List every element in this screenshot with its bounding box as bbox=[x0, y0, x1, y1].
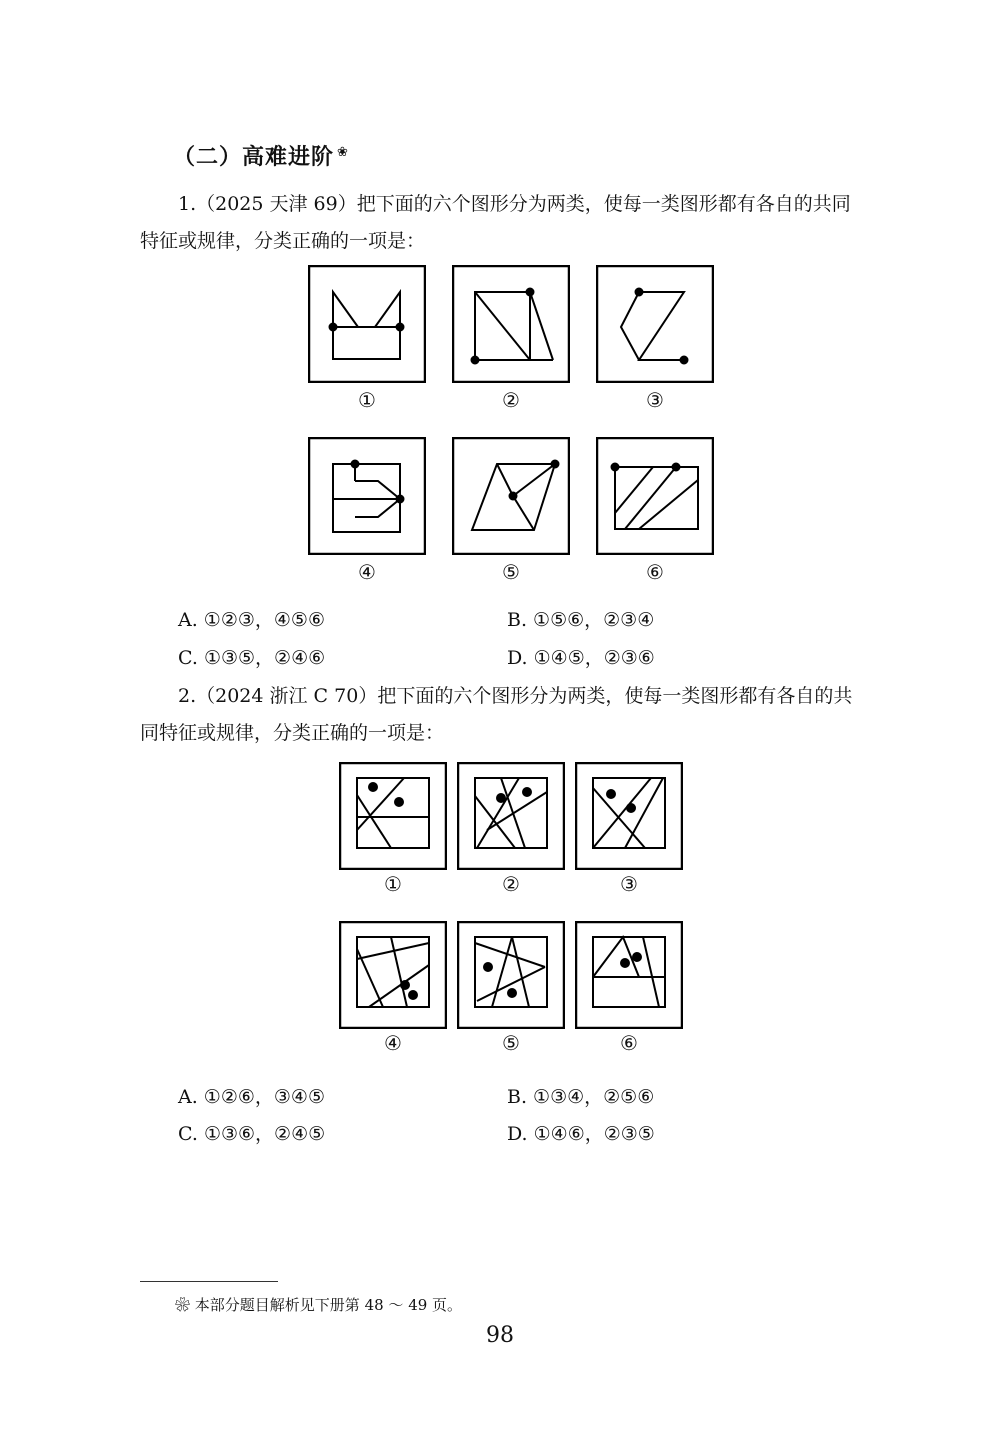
footnote-mark-icon: ❀ bbox=[337, 144, 349, 160]
q2-figure-6 bbox=[575, 921, 683, 1029]
q1-figure-4 bbox=[308, 437, 426, 555]
q1-figure-1 bbox=[308, 265, 426, 383]
footnote-divider bbox=[140, 1281, 278, 1282]
q1-figure-4-label: ④ bbox=[358, 560, 376, 584]
q2-figure-6-label: ⑥ bbox=[620, 1031, 638, 1055]
q1-option-a[interactable]: A. ①②③，④⑤⑥ bbox=[178, 609, 325, 631]
q2-option-a[interactable]: A. ①②⑥，③④⑤ bbox=[178, 1086, 325, 1108]
q2-figure-4 bbox=[339, 921, 447, 1029]
q2-figure-5-label: ⑤ bbox=[502, 1031, 520, 1055]
q1-figure-2-label: ② bbox=[502, 388, 520, 412]
q1-figure-6-label: ⑥ bbox=[646, 560, 664, 584]
q1-figure-1-label: ① bbox=[358, 388, 376, 412]
q2-figure-1 bbox=[339, 762, 447, 870]
q2-figure-4-label: ④ bbox=[384, 1031, 402, 1055]
q1-figure-3-label: ③ bbox=[646, 388, 664, 412]
section-title: （二）高难进阶 ❀ bbox=[173, 144, 349, 170]
q2-figure-5 bbox=[457, 921, 565, 1029]
q2-option-b[interactable]: B. ①③④，②⑤⑥ bbox=[507, 1086, 655, 1108]
q2-option-d[interactable]: D. ①④⑥，②③⑤ bbox=[507, 1123, 655, 1145]
footnote: ❀ 本部分题目解析见下册第 48 ～ 49 页。 bbox=[175, 1296, 463, 1314]
question-2-text: 2.（2024 浙江 C 70）把下面的六个图形分为两类，使每一类图形都有各自的共 同特征或规律，分类正确的一项是： bbox=[140, 685, 853, 744]
q1-figure-5 bbox=[452, 437, 570, 555]
q1-figure-2 bbox=[452, 265, 570, 383]
footnote-mark-icon: ❀ bbox=[175, 1296, 191, 1314]
q2-figure-2 bbox=[457, 762, 565, 870]
q2-figure-2-label: ② bbox=[502, 872, 520, 896]
q2-figure-3 bbox=[575, 762, 683, 870]
q1-figure-6 bbox=[596, 437, 714, 555]
q2-option-c[interactable]: C. ①③⑥，②④⑤ bbox=[178, 1123, 326, 1145]
q1-figure-5-label: ⑤ bbox=[502, 560, 520, 584]
q1-option-c[interactable]: C. ①③⑤，②④⑥ bbox=[178, 647, 326, 669]
q2-figure-1-label: ① bbox=[384, 872, 402, 896]
q1-option-b[interactable]: B. ①⑤⑥，②③④ bbox=[507, 609, 655, 631]
page-number: 98 bbox=[486, 1323, 514, 1348]
q2-figure-3-label: ③ bbox=[620, 872, 638, 896]
question-1-text: 1.（2025 天津 69）把下面的六个图形分为两类，使每一类图形都有各自的共同 特征或规律，分类正确的一项是： bbox=[140, 193, 851, 252]
q1-figure-3 bbox=[596, 265, 714, 383]
q1-option-d[interactable]: D. ①④⑤，②③⑥ bbox=[507, 647, 655, 669]
